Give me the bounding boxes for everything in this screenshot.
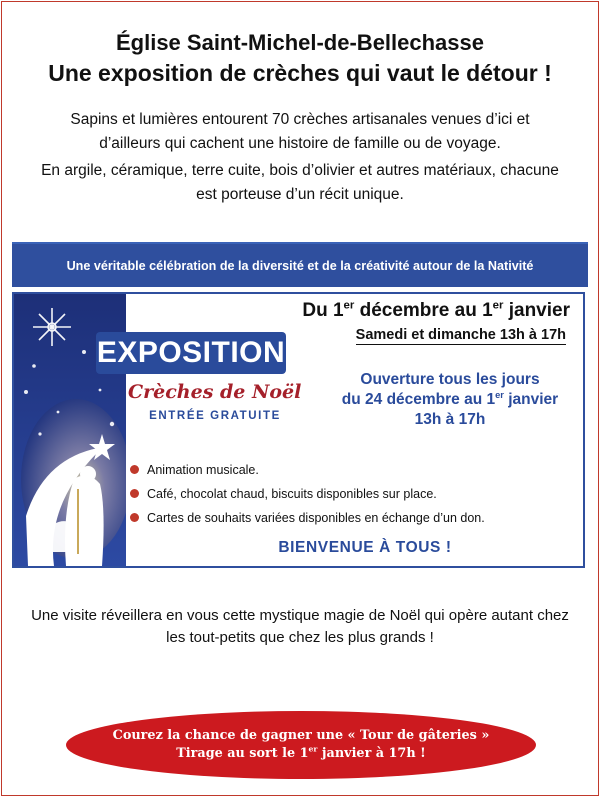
- headline: Une exposition de crèches qui vaut le détour !: [48, 60, 552, 86]
- banner-text: Une véritable célébration de la diversité et de la créativité autour de la Nativité: [66, 258, 534, 273]
- opening-info: [315, 370, 585, 430]
- prize-line-2: Tirage au sort le 1er janvier à 17h !: [176, 744, 426, 761]
- opening-line-3: 13h à 17h: [414, 411, 486, 428]
- bullet-dot-icon: [130, 489, 139, 498]
- list-item: Café, chocolat chaud, biscuits disponibles sur place.: [130, 482, 570, 506]
- prize-oval: [66, 711, 536, 779]
- dates-heading: Du 1er décembre au 1er janvier: [302, 299, 570, 321]
- closing-paragraph: Une visite réveillera en vous cette mystique magie de Noël qui opère autant chez les tout-petits que chez les plus grands !: [31, 607, 569, 646]
- welcome-text: BIENVENUE À TOUS !: [278, 539, 452, 556]
- opening-line-1: Ouverture tous les jours: [360, 371, 540, 388]
- celebration-banner: [12, 242, 588, 287]
- free-entry-label: ENTRÉE GRATUITE: [149, 410, 281, 422]
- list-item: Cartes de souhaits variées disponibles en échange d’un don.: [130, 506, 570, 530]
- bullet-dot-icon: [130, 465, 139, 474]
- feature-list: [130, 458, 570, 530]
- exposition-label: EXPOSITION: [96, 332, 286, 374]
- bullet-dot-icon: [130, 513, 139, 522]
- church-title: Église Saint-Michel-de-Bellechasse: [115, 30, 485, 55]
- intro-paragraph-1: Sapins et lumières entourent 70 crèches artisanales venues d’ici et d’ailleurs qui cachent une histoire de famille ou de voyage.: [70, 111, 530, 152]
- list-item: Animation musicale.: [130, 458, 570, 482]
- intro-paragraph-2: En argile, céramique, terre cuite, bois d’olivier et autres matériaux, chacune est porteuse d’un récit unique.: [41, 162, 559, 203]
- opening-line-2: du 24 décembre au 1er janvier: [341, 389, 559, 408]
- weekend-hours: Samedi et dimanche 13h à 17h: [355, 327, 566, 343]
- prize-line-1: Courez la chance de gagner une « Tour de gâteries »: [112, 728, 490, 743]
- creches-label: Crèches de Noël: [128, 381, 302, 403]
